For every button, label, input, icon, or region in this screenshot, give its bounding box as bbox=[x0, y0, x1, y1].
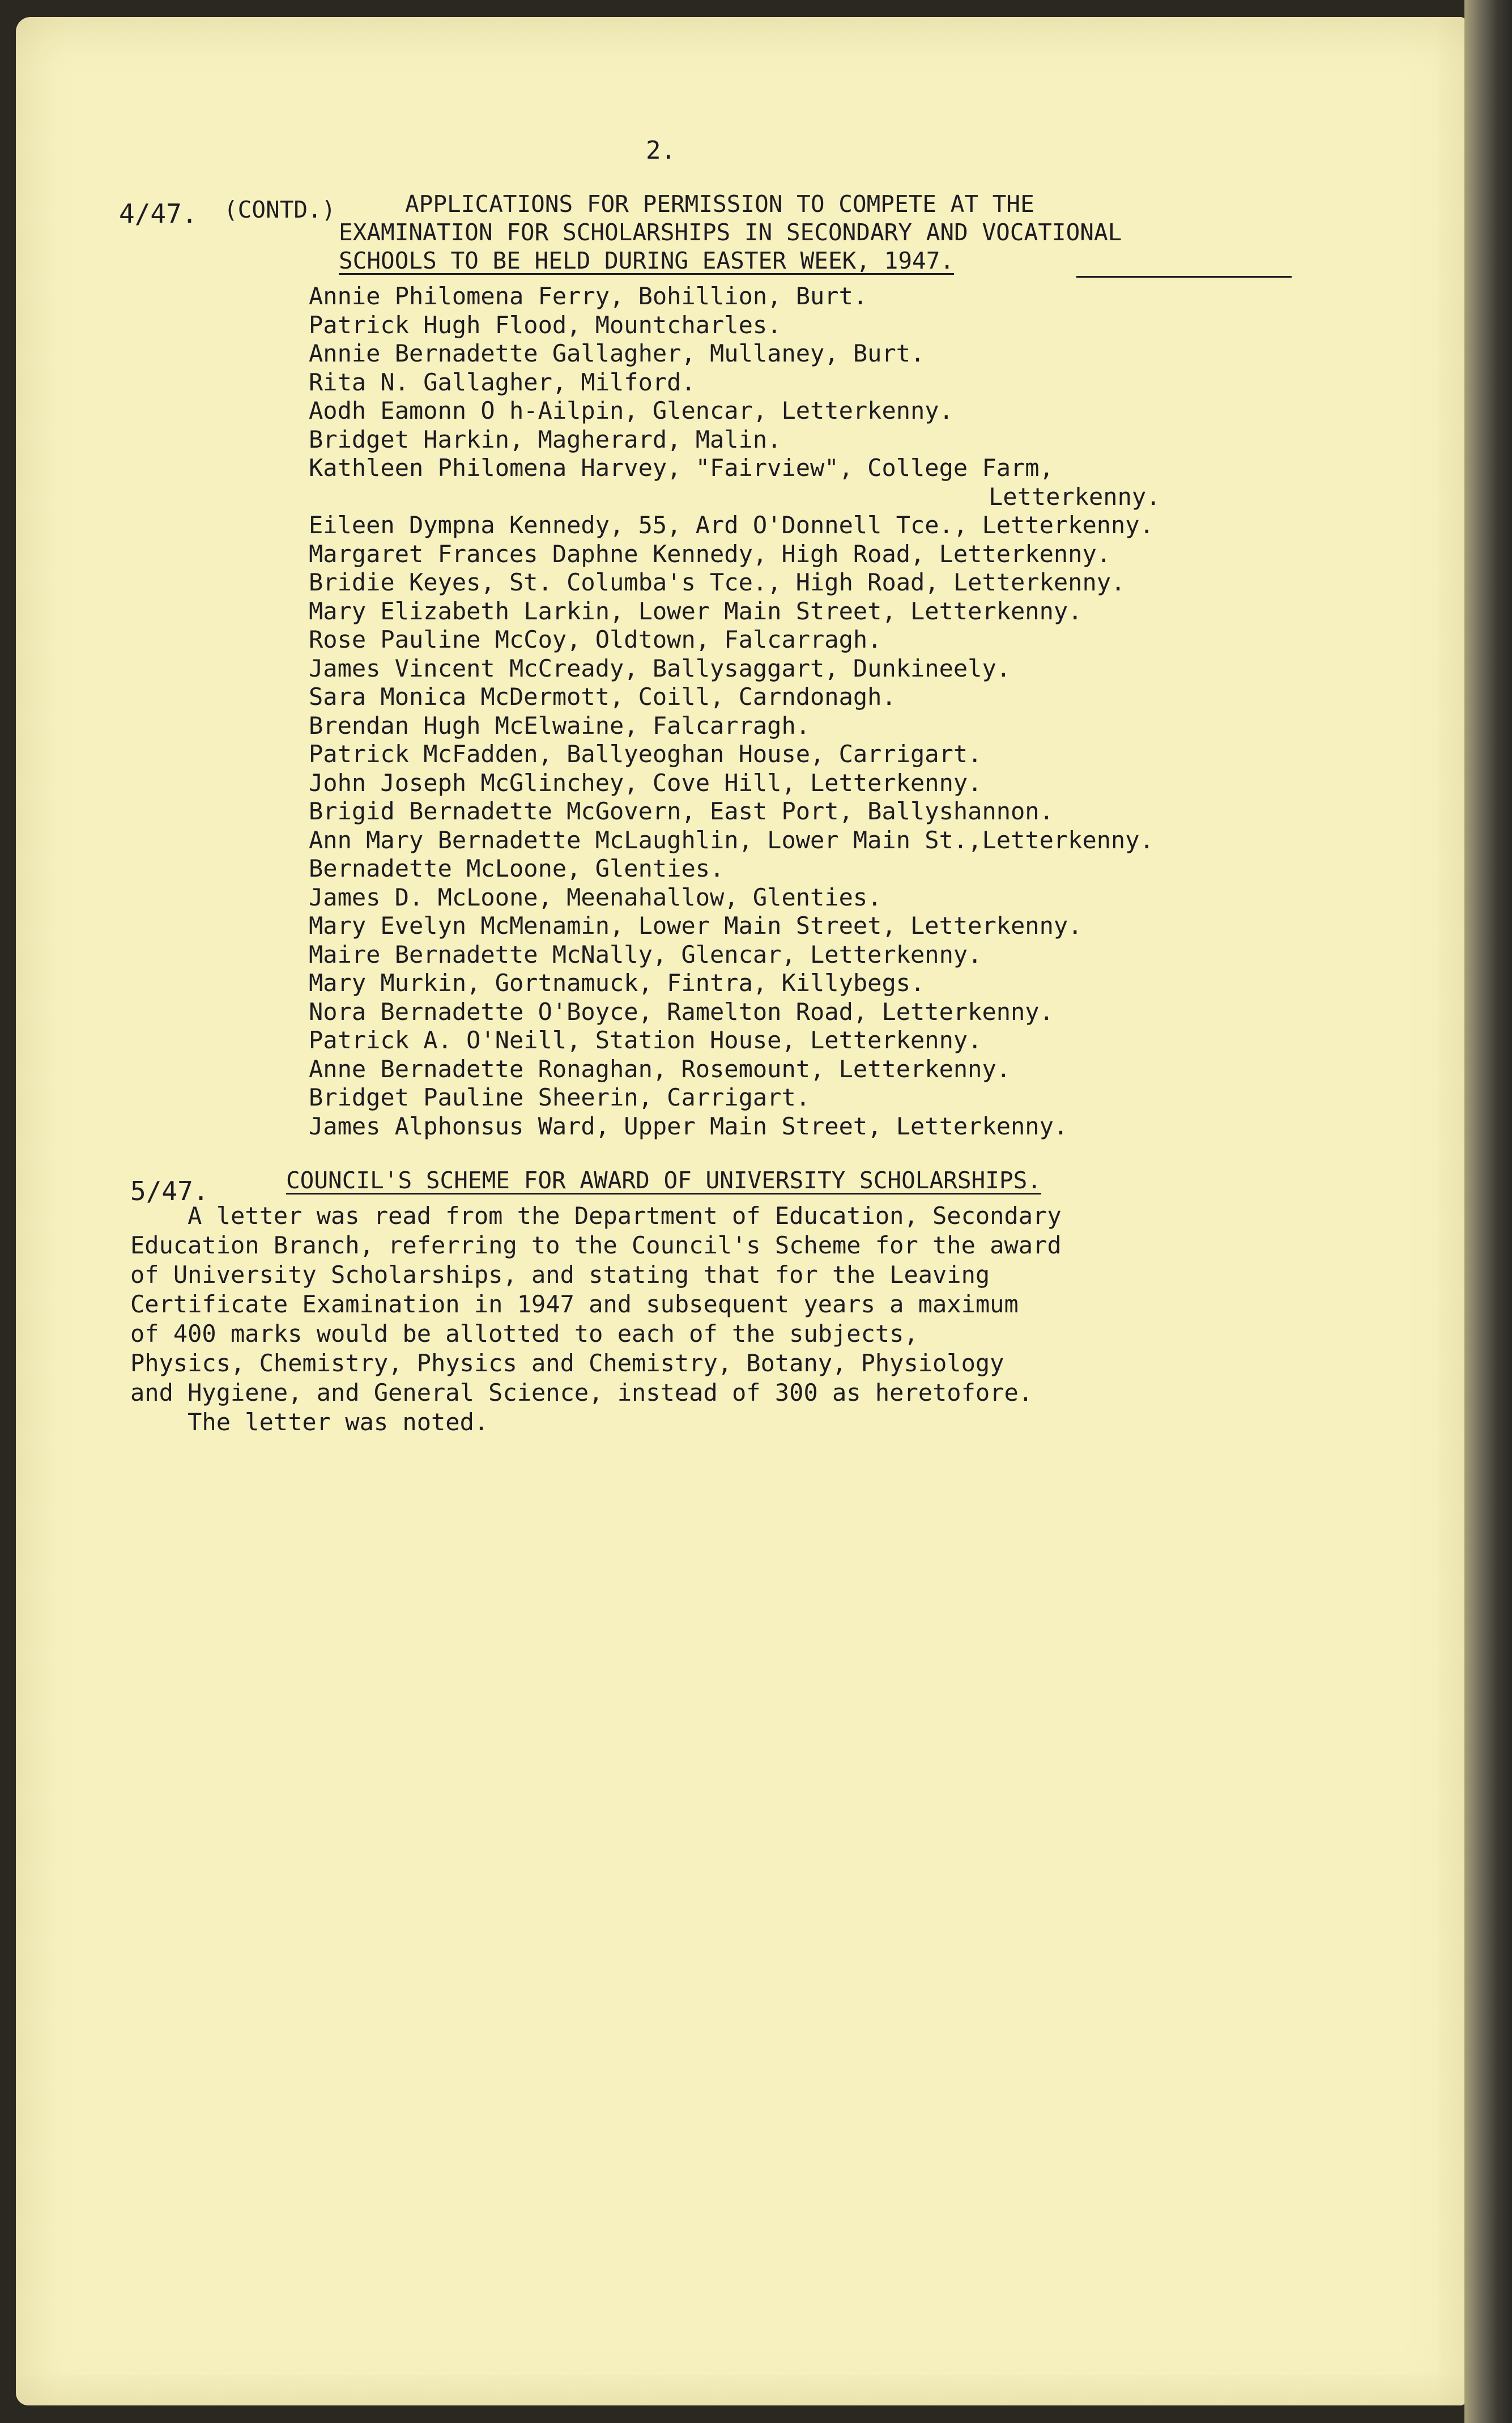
applicant-entry: Bridie Keyes, St. Columba's Tce., High Road, Letterkenny. bbox=[309, 568, 1126, 596]
body-line: of 400 marks would be allotted to each of the subjects, bbox=[130, 1320, 918, 1347]
applicant-entry: Mary Murkin, Gortnamuck, Fintra, Killybegs. bbox=[309, 969, 925, 997]
applicant-entry: Eileen Dympna Kennedy, 55, Ard O'Donnell Tce., Letterkenny. bbox=[309, 511, 1154, 539]
item1-heading-line1: APPLICATIONS FOR PERMISSION TO COMPETE AT THE bbox=[405, 190, 1034, 218]
item1-heading-line2: EXAMINATION FOR SCHOLARSHIPS IN SECONDARY AND VOCATIONAL bbox=[339, 219, 1122, 246]
applicant-entry: John Joseph McGlinchey, Cove Hill, Letterkenny. bbox=[309, 768, 982, 797]
body-line: The letter was noted. bbox=[130, 1408, 489, 1436]
item-number-4-47: 4/47. bbox=[119, 198, 198, 229]
applicant-entry: James Alphonsus Ward, Upper Main Street, Letterkenny. bbox=[309, 1112, 1068, 1140]
applicant-entry: Nora Bernadette O'Boyce, Ramelton Road, Letterkenny. bbox=[309, 997, 1054, 1026]
applicant-entry: Aodh Eamonn O h-Ailpin, Glencar, Letterkenny. bbox=[309, 397, 953, 424]
applicant-entry: Brendan Hugh McElwaine, Falcarragh. bbox=[309, 711, 811, 739]
applicant-entry: Brigid Bernadette McGovern, East Port, Ballyshannon. bbox=[309, 797, 1054, 825]
applicant-entry: James Vincent McCready, Ballysaggart, Dunkineely. bbox=[309, 654, 1011, 682]
applicant-entry: Ann Mary Bernadette McLaughlin, Lower Main St.,Letterkenny. bbox=[309, 826, 1154, 854]
body-line: of University Scholarships, and stating that for the Leaving bbox=[130, 1261, 990, 1289]
applicant-entry: Maire Bernadette McNally, Glencar, Letterkenny. bbox=[309, 940, 982, 968]
item2-body bbox=[130, 1201, 1320, 1437]
contd-label: (CONTD.) bbox=[224, 196, 336, 223]
applicant-entry: Margaret Frances Daphne Kennedy, High Road, Letterkenny. bbox=[309, 539, 1111, 568]
applicant-entry: Bernadette McLoone, Glenties. bbox=[309, 855, 725, 882]
applicant-entry: Bridget Pauline Sheerin, Carrigart. bbox=[309, 1083, 811, 1111]
applicant-entry: Bridget Harkin, Magherard, Malin. bbox=[309, 425, 782, 453]
applicant-entry: Kathleen Philomena Harvey, "Fairview", College Farm, bbox=[309, 454, 1054, 482]
applicant-entry: Sara Monica McDermott, Coill, Carndonagh. bbox=[309, 683, 896, 711]
body-line: and Hygiene, and General Science, instead of 300 as heretofore. bbox=[130, 1379, 1033, 1406]
applicant-entry: James D. McLoone, Meenahallow, Glenties. bbox=[309, 883, 882, 911]
body-line: Physics, Chemistry, Physics and Chemistry, Botany, Physiology bbox=[130, 1349, 1004, 1377]
applicant-entry: Rose Pauline McCoy, Oldtown, Falcarragh. bbox=[309, 626, 882, 653]
applicant-entry: Patrick Hugh Flood, Mountcharles. bbox=[309, 311, 782, 339]
applicant-entry: Mary Evelyn McMenamin, Lower Main Street, Letterkenny. bbox=[309, 912, 1083, 940]
applicant-entry: Rita N. Gallagher, Milford. bbox=[309, 368, 696, 396]
binding-spine bbox=[1464, 0, 1512, 2423]
item-number-5-47: 5/47. bbox=[130, 1176, 209, 1206]
body-line: Certificate Examination in 1947 and subsequent years a maximum bbox=[130, 1290, 1019, 1318]
applicant-entry: Anne Bernadette Ronaghan, Rosemount, Letterkenny. bbox=[309, 1055, 1011, 1083]
applicant-entry: Mary Elizabeth Larkin, Lower Main Street, Letterkenny. bbox=[309, 597, 1083, 625]
item1-heading-line3: SCHOOLS TO BE HELD DURING EASTER WEEK, 1947. bbox=[339, 247, 955, 274]
heading-underline-extension bbox=[1076, 276, 1292, 278]
applicant-entry-continuation: Letterkenny. bbox=[989, 482, 1161, 511]
applicant-entry: Patrick A. O'Neill, Station House, Letterkenny. bbox=[309, 1026, 982, 1054]
applicant-entry: Patrick McFadden, Ballyeoghan House, Carrigart. bbox=[309, 740, 982, 768]
item2-heading: COUNCIL'S SCHEME FOR AWARD OF UNIVERSITY SCHOLARSHIPS. bbox=[286, 1167, 1041, 1194]
body-line: A letter was read from the Department of Education, Secondary bbox=[130, 1202, 1062, 1230]
applicant-entry: Annie Bernadette Gallagher, Mullaney, Burt. bbox=[309, 339, 925, 367]
body-line: Education Branch, referring to the Council's Scheme for the award bbox=[130, 1231, 1062, 1259]
applicant-list bbox=[309, 282, 1385, 1141]
page-number: 2. bbox=[646, 136, 676, 165]
applicant-entry: Annie Philomena Ferry, Bohillion, Burt. bbox=[309, 282, 868, 310]
